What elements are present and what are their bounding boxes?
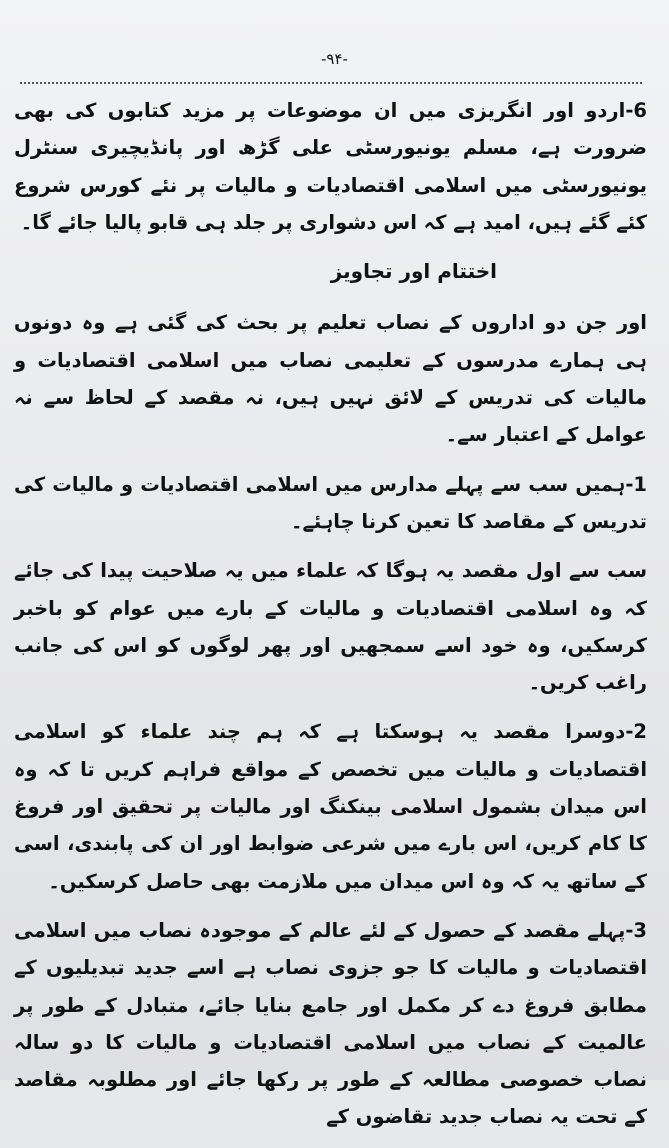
paragraph-first-objective: سب سے اول مقصد یہ ہوگا کہ علماء میں یہ صلاحیت پیدا کی جائے کہ وہ اسلامی اقتصادیات و مالیات کے بارے میں عوام کو باخبر کرسکیں، وہ خود اسے سمجھیں اور پھر لوگوں کو اس کی جانب راغب کریں۔ [14,559,647,695]
paragraph-point-2: 2-دوسرا مقصد یہ ہوسکتا ہے کہ ہم چند علماء کو اسلامی اقتصادیات و مالیات میں تخصص کے مواقع فراہم کریں تا کہ وہ اس میدان بشمول اسلامی بینکنگ اور مالیات پر تحقیق اور فروغ کا کام کریں، اس بارے میں شرعی ضوابط اور ان کی پابندی، اسی کے ساتھ یہ کہ وہ اس میدان میں ملازمت بھی حاصل کرسکیں۔ [14,720,647,893]
paragraph-6-books-need: 6-اردو اور انگریزی میں ان موضوعات پر مزید کتابوں کی بھی ضرورت ہے، مسلم یونیورسٹی علی گڑھ اور پانڈیچیری سنٹرل یونیورسٹی میں اسلامی اقتصادیات و مالیات پر نئے کورس شروع کئے گئے ہیں، امید ہے کہ اس دشواری پر جلد ہی قابو پالیا جائے گا۔ [14,99,647,234]
section-heading-conclusion: اختتام اور تجاویز [330,259,497,284]
paragraph-intro: اور جن دو اداروں کے نصاب تعلیم پر بحث کی گئی ہے وہ دونوں ہی ہمارے مدرسوں کے تعلیمی نصاب میں اسلامی اقتصادیات و مالیات کی تدریس کے لائق نہیں ہیں، نہ مقصد کے لحاظ سے نہ عوامل کے اعتبار سے۔ [14,311,647,447]
paragraph-point-3: 3-پہلے مقصد کے حصول کے لئے عالم کے موجودہ نصاب میں اسلامی اقتصادیات و مالیات کا جو جزوی نصاب ہے اسے جدید تبدیلیوں کے مطابق فروغ دے کر مکمل اور جامع بنایا جائے، متبادل کے طور پر عالمیت کے نصاب میں اسلامی اقتصادیات و مالیات کا دو سالہ نصاب خصوصی مطالعہ کے طور پر رکھا جائے اور مطلوبہ مقاصد کے تحت یہ نصاب جدید تقاضوں کے [14,918,647,1129]
paragraph-point-1: 1-ہمیں سب سے پہلے مدارس میں اسلامی اقتصادیات و مالیات کی تدریس کے مقاصد کا تعین کرنا چاہئے۔ [14,472,647,533]
page-number: -۹۴- [321,50,348,68]
header-divider [20,82,642,84]
page-body [14,92,647,1148]
